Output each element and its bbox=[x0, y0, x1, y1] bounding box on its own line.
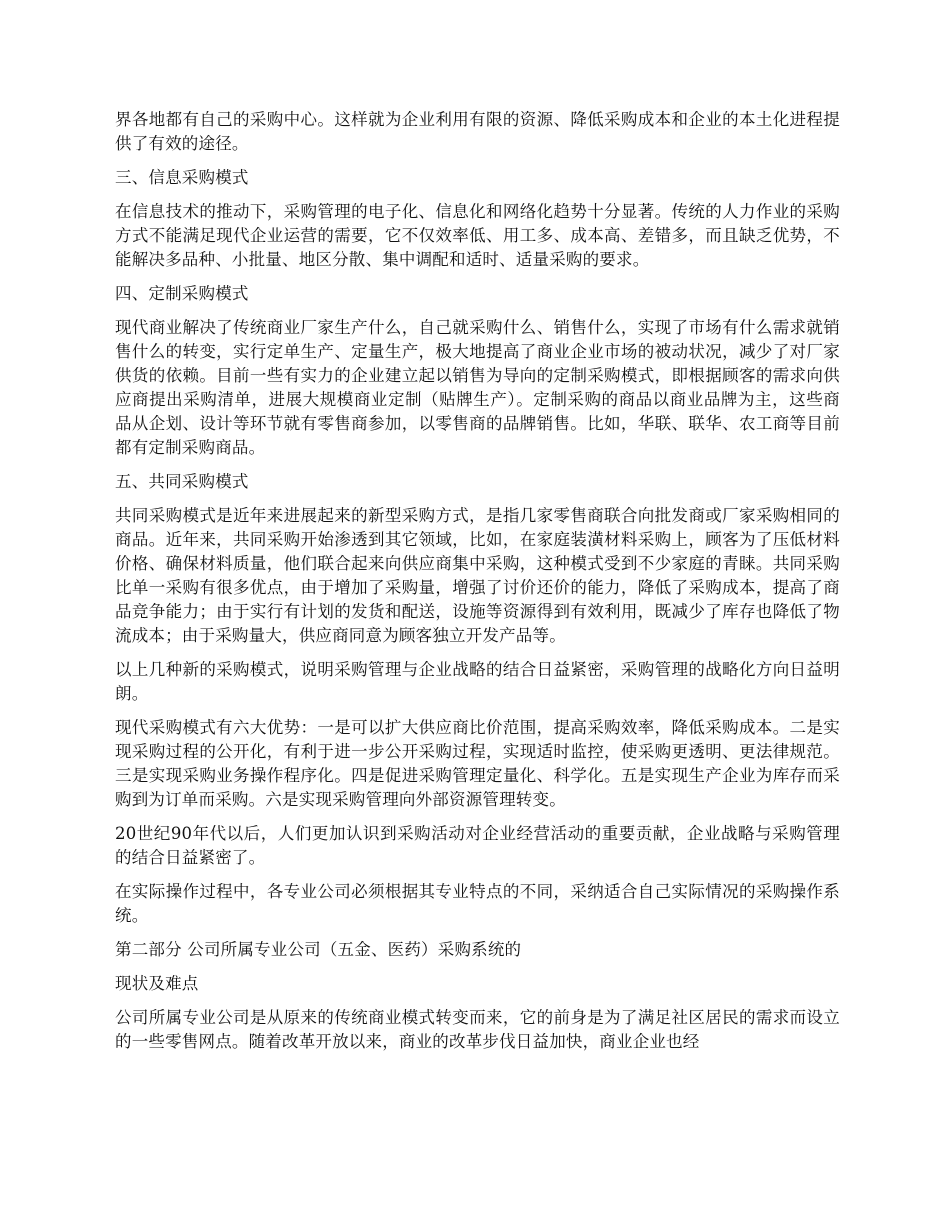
paragraph-practical-operation: 在实际操作过程中，各专业公司必须根据其专业特点的不同，采纳适合自己实际情况的采购操作系统。 bbox=[115, 882, 840, 925]
paragraph-six-advantages: 现代采购模式有六大优势：一是可以扩大供应商比价范围，提高采购效率，降低采购成本。二是实现采购过程的公开化，有利于进一步公开采购过程，实现适时监控，使采购更透明、更法律规范。三是实现采购业务操作程序化。四是促进采购管理定量化、科学化。五是实现生产企业为库存而采购到为订单而采购。六是实现采购管理向外部资源管理转变。 bbox=[115, 718, 840, 809]
paragraph-summary: 以上几种新的采购模式，说明采购管理与企业战略的结合日益紧密，采购管理的战略化方向日益明朗。 bbox=[115, 660, 840, 703]
paragraph-intro-continuation: 界各地都有自己的采购中心。这样就为企业利用有限的资源、降低采购成本和企业的本土化进程提供了有效的途径。 bbox=[115, 110, 840, 153]
part-two-heading-line1: 第二部分 公司所属专业公司（五金、医药）采购系统的 bbox=[115, 940, 522, 959]
paragraph-joint-procurement: 共同采购模式是近年来进展起来的新型采购方式，是指几家零售商联合向批发商或厂家采购相同的商品。近年来，共同采购开始渗透到其它领域，比如，在家庭装潢材料采购上，顾客为了压低材料价格、确保材料质量，他们联合起来向供应商集中采购，这种模式受到不少家庭的青睐。共同采购比单一采购有很多优点，由于增加了采购量，增强了讨价还价的能力，降低了采购成本，提高了商品竞争能力；由于实行有计划的发货和配送，设施等资源得到有效利用，既减少了库存也降低了物流成本；由于采购量大，供应商同意为顾客独立开发产品等。 bbox=[115, 506, 840, 645]
paragraph-1990s: 20世纪90年代以后，人们更加认识到采购活动对企业经营活动的重要贡献，企业战略与采购管理的结合日益紧密了。 bbox=[115, 824, 840, 867]
section-heading-info-procurement: 三、信息采购模式 bbox=[115, 168, 249, 187]
document-page bbox=[115, 108, 840, 1064]
paragraph-custom-procurement: 现代商业解决了传统商业厂家生产什么，自己就采购什么、销售什么，实现了市场有什么需求就销售什么的转变，实行定单生产、定量生产，极大地提高了商业企业市场的被动状况，减少了对厂家供货的依赖。目前一些有实力的企业建立起以销售为导向的定制采购模式，即根据顾客的需求向供应商提出采购清单，进展大规模商业定制（贴牌生产）。定制采购的商品以商业品牌为主，这些商品从企划、设计等环节就有零售商参加，以零售商的品牌销售。比如，华联、联华、农工商等目前都有定制采购商品。 bbox=[115, 318, 840, 457]
section-heading-joint-procurement: 五、共同采购模式 bbox=[115, 472, 249, 491]
paragraph-company-background: 公司所属专业公司是从原来的传统商业模式转变而来，它的前身是为了满足社区居民的需求而设立的一些零售网点。随着改革开放以来，商业的改革步伐日益加快，商业企业也经 bbox=[115, 1008, 840, 1051]
section-heading-custom-procurement: 四、定制采购模式 bbox=[115, 284, 249, 303]
part-two-heading-line2: 现状及难点 bbox=[115, 974, 199, 993]
paragraph-info-procurement: 在信息技术的推动下，采购管理的电子化、信息化和网络化趋势十分显著。传统的人力作业的采购方式不能满足现代企业运营的需要，它不仅效率低、用工多、成本高、差错多，而且缺乏优势，不能解决多品种、小批量、地区分散、集中调配和适时、适量采购的要求。 bbox=[115, 202, 840, 269]
